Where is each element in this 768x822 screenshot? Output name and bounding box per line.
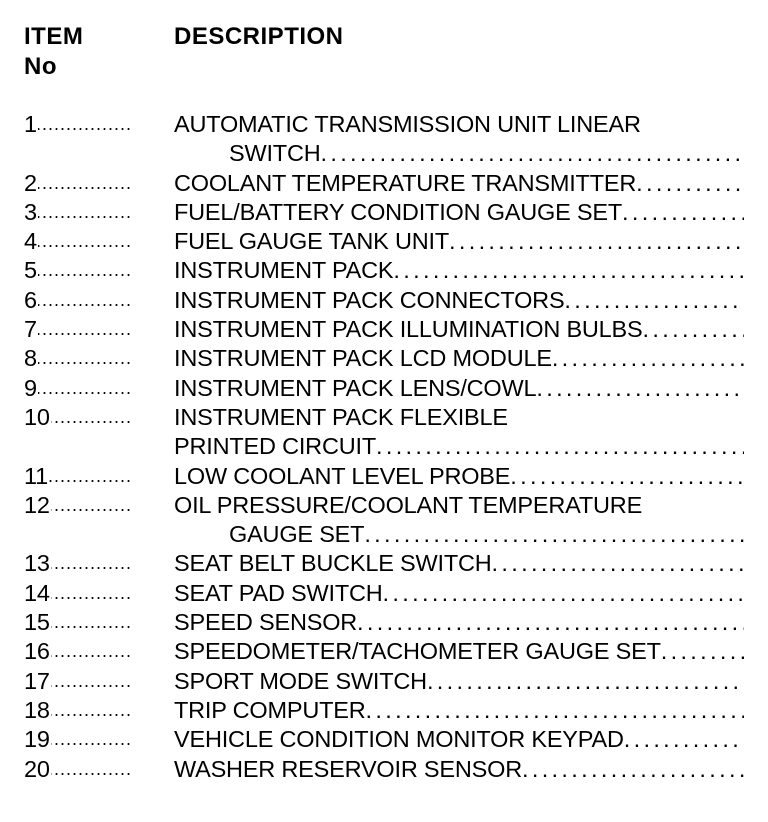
dot-leader — [492, 549, 744, 578]
item-description — [174, 549, 744, 578]
item-number-text: 10 — [24, 403, 50, 430]
item-description — [174, 579, 744, 608]
description-text: WASHER RESERVOIR SENSOR — [174, 755, 522, 782]
list-item — [24, 491, 744, 550]
list-item — [24, 344, 744, 373]
item-description — [174, 315, 744, 344]
dot-leader — [357, 608, 744, 637]
dot-leader — [449, 227, 744, 256]
list-item — [24, 696, 744, 725]
description-line — [174, 432, 744, 461]
item-number — [24, 696, 174, 725]
description-line — [174, 637, 744, 666]
description-text: SPEED SENSOR — [174, 609, 358, 636]
description-text: INSTRUMENT PACK FLEXIBLE — [174, 403, 508, 430]
description-text: INSTRUMENT PACK LCD MODULE — [174, 345, 552, 372]
item-number-text: 3 — [24, 198, 37, 225]
dot-leader — [510, 462, 744, 491]
item-number-text: 5 — [24, 257, 37, 284]
list-item — [24, 198, 744, 227]
description-line — [174, 227, 744, 256]
item-number-text: 2 — [24, 169, 37, 196]
item-number — [24, 608, 174, 637]
item-number — [24, 637, 174, 666]
description-text: SWITCH — [229, 140, 321, 167]
description-text: GAUGE SET — [229, 521, 365, 548]
description-text: COOLANT TEMPERATURE TRANSMITTER — [174, 169, 637, 196]
list-item — [24, 286, 744, 315]
item-number — [24, 198, 174, 227]
description-line — [174, 110, 744, 139]
item-description — [174, 344, 744, 373]
item-number — [24, 549, 174, 578]
dot-leader — [624, 725, 744, 754]
dot-leader — [661, 637, 744, 666]
item-description — [174, 667, 744, 696]
item-number-text: 15 — [24, 609, 50, 636]
dot-leader — [320, 139, 744, 168]
description-text: TRIP COMPUTER — [174, 696, 366, 723]
description-line — [174, 198, 744, 227]
item-number — [24, 286, 174, 315]
item-number — [24, 256, 174, 285]
dot-leader — [393, 256, 744, 285]
description-line — [174, 520, 744, 549]
item-number-text: 16 — [24, 638, 50, 665]
description-text: SPORT MODE SWITCH — [174, 667, 427, 694]
item-description — [174, 755, 744, 784]
dot-leader — [364, 520, 744, 549]
dot-leader — [643, 315, 744, 344]
item-number — [24, 403, 174, 432]
dot-leader — [383, 579, 744, 608]
list-item — [24, 637, 744, 666]
item-number — [24, 110, 174, 139]
item-number — [24, 374, 174, 403]
description-line — [174, 667, 744, 696]
description-line — [174, 696, 744, 725]
description-line — [174, 579, 744, 608]
item-number-text: 7 — [24, 316, 37, 343]
description-text: OIL PRESSURE/COOLANT TEMPERATURE — [174, 491, 643, 518]
list-item — [24, 549, 744, 578]
item-description — [174, 491, 744, 550]
item-number — [24, 725, 174, 754]
item-number-text: 17 — [24, 667, 50, 694]
item-description — [174, 198, 744, 227]
description-line — [174, 139, 744, 168]
item-description — [174, 696, 744, 725]
list-item — [24, 725, 744, 754]
item-number-text: 6 — [24, 286, 37, 313]
description-text: SPEEDOMETER/TACHOMETER GAUGE SET — [174, 638, 661, 665]
description-text: SEAT BELT BUCKLE SWITCH — [174, 550, 492, 577]
description-text: VEHICLE CONDITION MONITOR KEYPAD — [174, 726, 624, 753]
list-item — [24, 579, 744, 608]
item-number-text: 19 — [24, 726, 50, 753]
item-number-text: 12 — [24, 491, 50, 518]
item-number — [24, 491, 174, 520]
list-item — [24, 110, 744, 169]
description-text: LOW COOLANT LEVEL PROBE — [174, 462, 511, 489]
item-number — [24, 667, 174, 696]
item-number — [24, 344, 174, 373]
item-number — [24, 462, 174, 491]
dot-leader — [522, 755, 744, 784]
dot-leader — [552, 344, 744, 373]
item-number — [24, 315, 174, 344]
description-line — [174, 608, 744, 637]
list-item — [24, 755, 744, 784]
description-line — [174, 491, 744, 520]
item-number-text: 8 — [24, 345, 37, 372]
item-description — [174, 110, 744, 169]
description-line — [174, 755, 744, 784]
item-description — [174, 608, 744, 637]
item-number-text: 1 — [24, 111, 37, 137]
list-item — [24, 315, 744, 344]
list-item — [24, 403, 744, 462]
item-list — [24, 110, 744, 784]
item-description — [174, 374, 744, 403]
item-number-text: 14 — [24, 579, 50, 606]
description-line — [174, 725, 744, 754]
item-description — [174, 169, 744, 198]
description-text: INSTRUMENT PACK — [174, 257, 394, 284]
dot-leader — [622, 198, 744, 227]
description-line — [174, 374, 744, 403]
description-text: PRINTED CIRCUIT — [174, 433, 376, 460]
list-item — [24, 462, 744, 491]
description-text: INSTRUMENT PACK ILLUMINATION BULBS — [174, 316, 643, 343]
description-line — [174, 256, 744, 285]
dot-leader — [366, 696, 744, 725]
dot-leader — [536, 374, 744, 403]
description-line — [174, 169, 744, 198]
dot-leader — [636, 169, 744, 198]
description-text: FUEL/BATTERY CONDITION GAUGE SET — [174, 198, 623, 225]
item-number — [24, 169, 174, 198]
description-text: SEAT PAD SWITCH — [174, 579, 383, 606]
item-number-text: 20 — [24, 755, 50, 782]
list-item — [24, 256, 744, 285]
item-number-text: 11 — [24, 462, 48, 489]
item-no-heading: ITEM No — [24, 23, 84, 80]
item-description — [174, 403, 744, 462]
item-description — [174, 637, 744, 666]
dot-leader — [376, 432, 744, 461]
item-number-text: 18 — [24, 696, 50, 723]
description-line — [174, 549, 744, 578]
description-text: FUEL GAUGE TANK UNIT — [174, 228, 449, 255]
item-description — [174, 256, 744, 285]
list-item — [24, 169, 744, 198]
item-description — [174, 462, 744, 491]
description-text: INSTRUMENT PACK LENS/COWL — [174, 374, 537, 401]
dot-leader — [427, 667, 744, 696]
description-line — [174, 286, 744, 315]
item-description — [174, 725, 744, 754]
description-line — [174, 344, 744, 373]
description-line — [174, 403, 744, 432]
item-description — [174, 286, 744, 315]
item-number — [24, 755, 174, 784]
description-line — [174, 315, 744, 344]
item-number — [24, 579, 174, 608]
dot-leader — [564, 286, 744, 315]
list-item — [24, 667, 744, 696]
description-text: AUTOMATIC TRANSMISSION UNIT LINEAR — [174, 111, 641, 137]
item-number-text: 13 — [24, 550, 50, 577]
item-description — [174, 227, 744, 256]
description-text: INSTRUMENT PACK CONNECTORS — [174, 286, 565, 313]
item-number-text: 4 — [24, 228, 37, 255]
item-number — [24, 227, 174, 256]
list-item — [24, 227, 744, 256]
list-item — [24, 608, 744, 637]
description-line — [174, 462, 744, 491]
item-number-text: 9 — [24, 374, 37, 401]
list-item — [24, 374, 744, 403]
description-heading: DESCRIPTION — [174, 23, 344, 50]
